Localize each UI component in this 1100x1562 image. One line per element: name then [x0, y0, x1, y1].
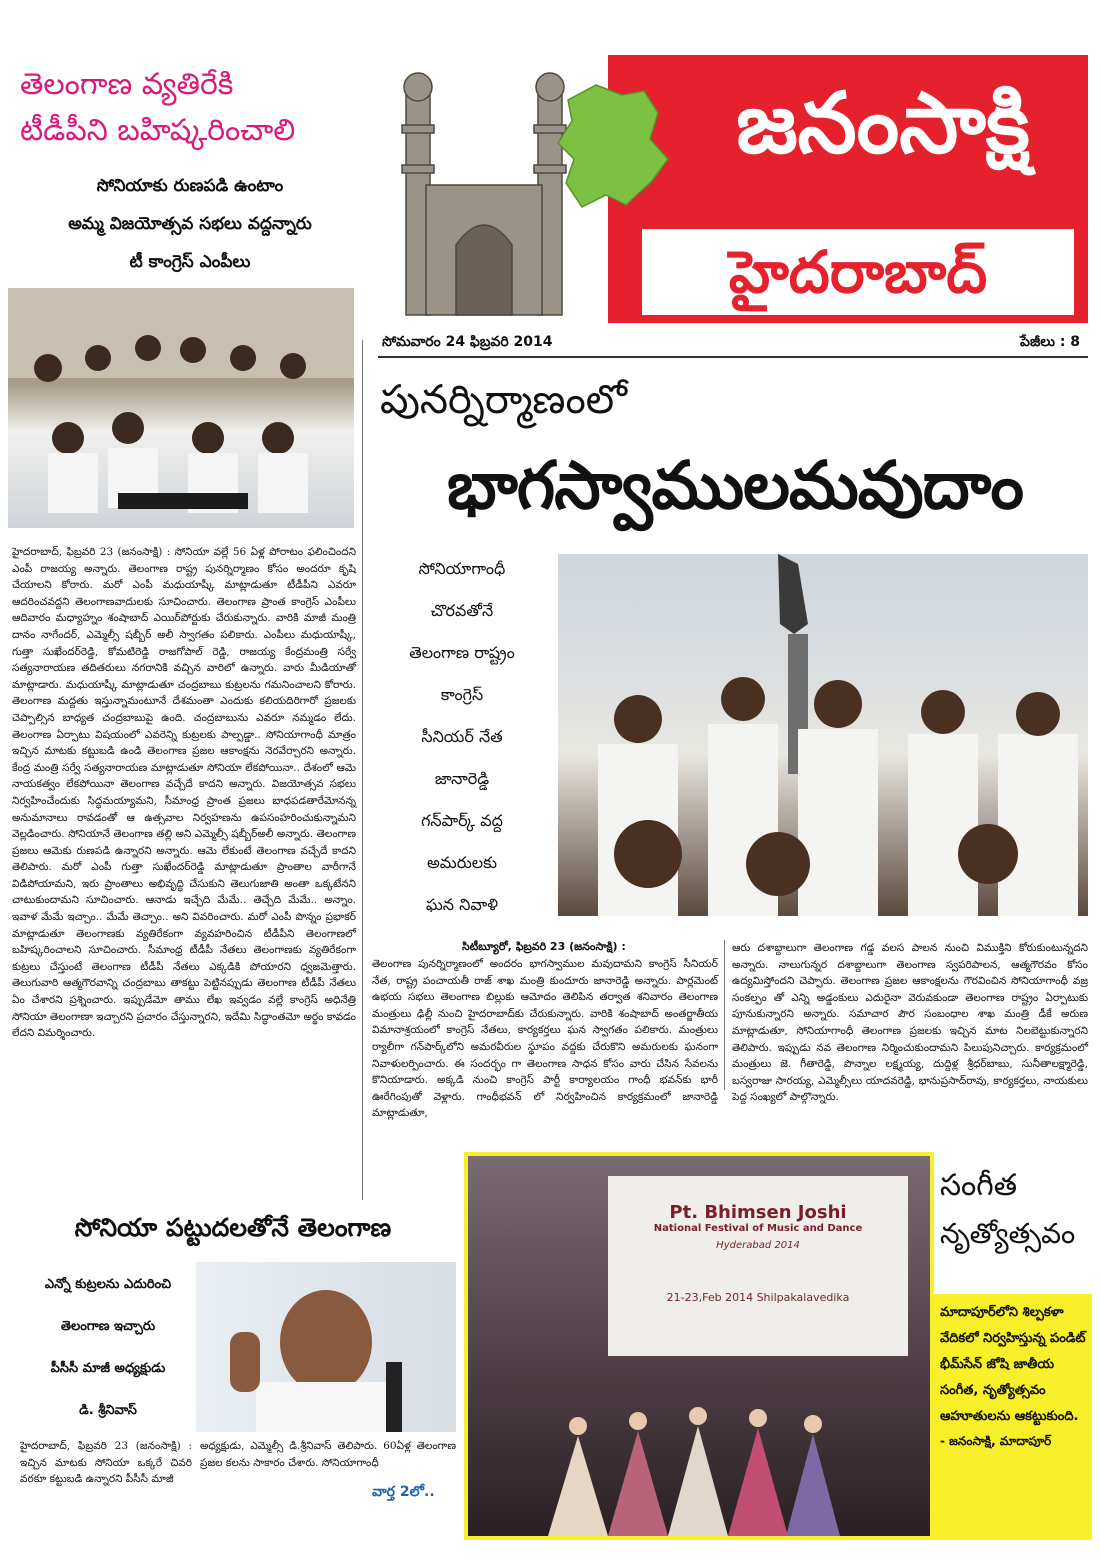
left-subhead-3: టీ కాంగ్రెస్ ఎంపీలు — [129, 252, 251, 272]
telangana-map-icon — [558, 85, 668, 207]
issue-date: సోమవారం 24 ఫిబ్రవరి 2014 — [382, 334, 553, 350]
music-title-line1: సంగీత — [940, 1168, 1018, 1203]
press-conference-illustration — [8, 288, 354, 528]
main-side-lines — [372, 548, 552, 926]
left-story-text: హైదరాబాద్, ఫిబ్రవరి 23 (జనంసాక్షి) : సోనియా వల్లే 56 ఏళ్ల పోరాటం ఫలించిందని ఎంపీ రాజయ్య అన్నారు. తెలంగాణ రాష్ట్ర పునర్నిర్మాణం కోసం అందరూ కృషి చేయాలని కోరారు. మరో ఎంపీ మధుయాష్కీ మాట్లాడుతూ టీడీపీని ఎవరూ ఆదరించవద్దని తెలంగాణవాదులకు సూచించారు. తెలంగాణ ప్రాంత కాంగ్రెస్ ఎంపీలు ఆదివారం మధ్యాహ్నం శంషాబాద్ ఎయిర్‌పోర్టుకు చేరుకున్నారు. వారికి మాజీ మంత్రి దానం నాగేందర్, ఎమ్మెల్సీ షబ్బీర్ అలీ స్వాగతం పలికారు. ఎంపీలు మధుయాష్కీ, గుత్తా సుఖేందర్‌రెడ్డి, కోమటిరెడ్డి రాజగోపాల్ రెడ్డి, రాజయ్య కేంద్రమంత్రి సర్వే సత్యనారాయణ తదితరులు నగరానికి వచ్చిన వారిలో ఉన్నారు. వారు మీడియాతో మాట్లాడారు. మధుయాష్కీ మాట్లాడుతూ చంద్రబాబు కుట్రలను గమనించాలని కోరారు. తెలంగాణ మద్దతు ఇస్తున్నామంటూనే దేశమంతా ఎందుకు కలియదిరిగారో ప్రజలకు చెప్పాల్సిన బాధ్యత చంద్రబాబుపై ఉంది. చంద్రబాబును ఎవరూ నమ్మడం లేదు. తెలంగాణ ఏర్పాటు విషయంలో ఎవరెన్ని కుట్రలకు పాల్పడ్డా.. సోనియాగాంధీ మాత్రం ఇచ్చిన మాటకు కట్టుబడి ఉండి తెలంగాణ ప్రజల ఆకాంక్షను నెరవేర్చారని అన్నారు. కేంద్ర మంత్రి సర్వే సత్యనారాయణ మాట్లాడుతూ సోనియా లేకపోయినా.. దేశంలో ఆమె నాయకత్వం లేకపోయినా తెలంగాణ వచ్చేదే కాదని అన్నారు. విజయోత్సవ సభలు నిర్వహించేందుకు సిద్ధమయ్యామని, సీమాంధ్ర ప్రాంత ప్రజలు బాధపడతారేమోనన్న అనుమానాలు రావడంతో ఆ ఉత్సవాల నిర్వహణను ఉపసంహరించుకున్నామని వెల్లడించారు. సోనియానే తెలంగాణ తల్లి అని ఎమ్మెల్సీ షబ్బీర్‌అలీ అన్నారు. తెలంగాణ ప్రజలు ఆమెకు రుణపడి ఉన్నారని అన్నారు. ఆమె లేకుంటే తెలంగాణ వచ్చేదే కాదని తెలిపారు. మరో ఎంపీ గుత్తా సుఖేందర్‌రెడ్డి మాట్లాడుతూ ప్రాంతాల వారీగానే విడిపోయామని, ఇరు ప్రాంతాలు అభివృద్ధి చేసుకుని తెలుగుజాతి అంతా ఒక్కటేనని చాటుకుందామని సూచించారు. ఆనాడు ఇచ్చేది మేమే.. తెచ్చేది మేమే.. అన్నాం. ఇవాళ మేమే ఇచ్చాం.. మేమే తెచ్చాం.. అని వివరించారు. మరో ఎంపీ పొన్నం ప్రభాకర్ మాట్లాడుతూ తెలంగాణకు వ్యతిరేకంగా వ్యవహరించిన టీడీపీని తెలంగాణలో బహిష్కరించాలని సూచించారు. సీమాంధ్ర టీడీపీ నేతలు తెలంగాణకు వ్యతిరేకంగా కుట్రలు చేస్తుంటే తెలంగాణ టీడీపీ నేతలు ఎక్కడికి పోయారని ధ్వజమెత్తారు. తెలుగువారి ఆత్మగౌరవాన్ని చంద్రబాబు తాకట్టు పెట్టినప్పుడు తెలంగాణ టీడీపీ నేతలు ఏం చేశారని ప్రశ్నించారు. ఇప్పుడేమో తాము లేఖ ఇవ్వడం వల్లే కాంగ్రెస్ అధినేత్రి సోనియా తెలంగాణా ఇచ్చారని ప్రచారం చేస్తున్నారని, ఇదేమి సిద్ధాంతమో అర్థం కావడం లేదని విమర్శించారు. — [12, 546, 356, 1040]
music-credit: - జనంసాక్షి, మాదాపూర్ — [940, 1434, 1052, 1448]
banner-subtitle: National Festival of Music and Dance — [653, 1223, 863, 1234]
bottom-left-col2: అధ్యక్షుడు, ఎమ్మెల్సీ డి.శ్రీనివాస్ తెలిపారు. 60ఏళ్ల తెలంగాణ ప్రజల కలను సాకారం చేశారు. సోనియాగాంధీ — [200, 1440, 456, 1469]
column-divider-mid — [724, 940, 725, 1090]
masthead-name: జనంసాక్షి — [736, 74, 1030, 172]
bottom-subline-3: పీసీసీ మాజీ అధ్యక్షుడు — [50, 1361, 166, 1376]
left-headline — [20, 62, 360, 154]
column-divider-left — [362, 340, 363, 1200]
main-dateline: సిటీబ్యూరో, ఫిబ్రవరి 23 (జనంసాక్షి) : — [462, 940, 626, 953]
gun-park-crowd-illustration — [558, 554, 1088, 916]
music-text: మాదాపూర్‌లోని శిల్పకళా వేదికలో నిర్వహిస్తున్న పండిట్ భీమ్‌సేన్ జోషి జాతీయ సంగీత, నృత్యోత్సవం ఆహూతులను ఆకట్టుకుంది. — [940, 1305, 1086, 1424]
page-count: పేజీలు : 8 — [1020, 334, 1081, 350]
speaker-illustration — [196, 1262, 456, 1432]
side-line-6: జానారెడ్డి — [434, 769, 490, 788]
music-title-box — [934, 1152, 1092, 1294]
main-story-col1: తెలంగాణ పునర్నిర్మాణంలో అందరం భాగస్వాముల మవుదామని కాంగ్రెస్ సీనియర్ నేత, రాష్ట్ర పంచాయతీ రాజ్ శాఖ మంత్రి కుందూరు జానారెడ్డి అన్నారు. పార్లమెంట్ ఉభయ సభలు తెలంగాణ బిల్లుకు ఆమోదం తెలిపిన తర్వాత శనివారం తెలంగాణ మంత్రులు ఢిల్లీ నుంచి హైదరాబాద్‌కు చేరుకున్నారు. వారికి శంషాబాద్ అంతర్జాతీయ విమానాశ్రయంలో కాంగ్రెస్ నేతలు, కార్యకర్తలు ఘన స్వాగతం పలికారు. మంత్రులు ర్యాలీగా గన్‌పార్క్‌లోని అమరవీరుల స్థూపం వద్దకు చేరుకొని అమరులకు ఘనంగా నివాళులర్పించారు. ఈ సందర్భం గా తెలంగాణ సాధన కోసం వారు చేసిన సేవలను కొనియాడారు. అక్కడి నుంచి కాంగ్రెస్ పార్టీ కార్యాలయం గాంధీ భవన్‌కు భారీ ఊరేగింపుతో వెళ్లారు. గాంధీభవన్ లో నిర్వహించిన కార్యక్రమంలో జానారెడ్డి మాట్లాడుతూ, — [372, 958, 718, 1120]
main-story-col2: ఆరు దశాబ్దాలుగా తెలంగాణ గడ్డ వలస పాలన నుంచి విముక్తిని కోరుకుంటున్నదని అన్నారు. నాలుగున్నర దశాబ్దాలుగా తెలంగాణ స్వపరిపాలన, ఆత్మగౌరవం కోసం ఉద్యమిస్తోందని చెప్పారు. తెలంగాణ ప్రజల ఆకాంక్షలను గౌరవించిన సోనియాగాంధీ వజ్ర సంకల్పం తో ఎన్ని అడ్డంకులు ఎదురైనా వెరువకుండా తెలంగాణ రాష్ట్రం ఏర్పాటుకు పూనుకున్నారని అన్నారు. సమాచార పౌర సంబంధాల శాఖ మంత్రి డీకే అరుణ మాట్లాడుతూ, సోనియాగాంధీ తెలంగాణ ప్రజలకు ఇచ్చిన మాట నిలబెట్టుకున్నారని తెలిపారు. ఇప్పుడు నవ తెలంగాణ నిర్మించుకుందామని పిలుపునిచ్చారు. కార్యక్రమంలో మంత్రులు జె. గీతారెడ్డి, పొన్నాల లక్ష్మయ్య, దుద్దిళ్ల శ్రీధర్‌బాబు, సునీతాలక్ష్మారెడ్డి, బస్వరాజు సారయ్య, ఎమ్మెల్సీలు యాదవరెడ్డి, భానుప్రసాద్‌రావు, కార్యకర్తలు, నాయకులు పెద్ద సంఖ్యలో పాల్గొన్నారు. — [732, 942, 1088, 1104]
dance-performance-photo — [468, 1156, 930, 1536]
left-headline-line2: టీడీపీని బహిష్కరించాలి — [20, 113, 296, 148]
bottom-left-sublines — [20, 1264, 196, 1432]
continued-link[interactable]: వార్త 2లో.. — [372, 1484, 435, 1500]
side-line-4: కాంగ్రెస్ — [440, 685, 484, 704]
side-line-7: గన్‌పార్క్ వద్ద — [421, 811, 503, 830]
gun-park-tribute-photo — [558, 554, 1088, 916]
banner-title: Pt. Bhimsen Joshi — [669, 1202, 847, 1223]
main-headline: భాగస్వాములమవుదాం — [446, 447, 1024, 524]
bottom-subline-1: ఎన్నో కుట్రలను ఎదురించి — [44, 1277, 172, 1292]
masthead-city: హైదరాబాద్ — [728, 238, 988, 306]
left-headline-line1: తెలంగాణ వ్యతిరేకి — [20, 67, 234, 102]
bottom-subline-2: తెలంగాణ ఇచ్చారు — [60, 1319, 156, 1334]
bottom-subline-4: డి. శ్రీనివాస్ — [79, 1403, 137, 1418]
masthead-city-box — [640, 227, 1076, 317]
music-title-line2: నృత్యోత్సవం — [940, 1217, 1076, 1250]
main-kicker: పునర్నిర్మాణంలో — [380, 377, 627, 423]
side-line-5: సీనియర్ నేత — [421, 727, 503, 746]
d-srinivas-speaking-photo — [196, 1262, 456, 1432]
banner-city: Hyderabad 2014 — [716, 1240, 800, 1251]
banner-dates: 21-23,Feb 2014 Shilpakalavedika — [666, 1291, 850, 1304]
side-line-9: ఘన నివాళి — [425, 895, 499, 914]
side-line-3: తెలంగాణ రాష్ట్రం — [409, 643, 515, 662]
side-line-8: అమరులకు — [427, 853, 497, 872]
bottom-left-headline: సోనియా పట్టుదలతోనే తెలంగాణ — [74, 1213, 392, 1242]
music-box — [464, 1152, 934, 1540]
masthead — [378, 55, 1088, 323]
date-rule — [378, 356, 1088, 358]
music-text-box — [934, 1294, 1092, 1540]
side-line-2: చొరవతోనే — [430, 601, 494, 620]
left-subhead-1: సోనియాకు రుణపడి ఉంటాం — [96, 176, 284, 196]
left-subhead-2: అమ్మ విజయోత్సవ సభలు వద్దన్నారు — [68, 214, 312, 234]
side-line-1: సోనియాగాంధీ — [418, 559, 506, 578]
bottom-left-col1: హైదరాబాద్, ఫిబ్రవరి 23 (జనంసాక్షి) : ఇచ్చిన మాటకు సోనియా ఒక్కరే చివరి వరకూ కట్టుబడి ఉన్నారని పీసీసీ మాజీ — [20, 1440, 192, 1486]
dancers-illustration — [468, 1156, 930, 1536]
press-conference-photo — [8, 288, 354, 528]
